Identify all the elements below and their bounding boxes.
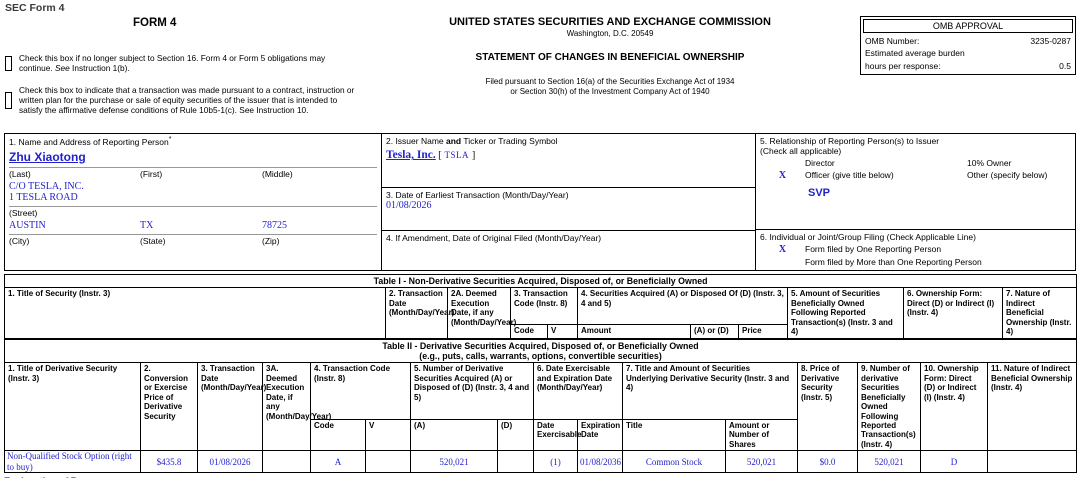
table2-title: Table II - Derivative Securities Acquired, Disposed of, or Beneficially Owned (e.g., puts, calls, warrants, options, convertible securities) — [5, 339, 1077, 363]
section4-label: 4. If Amendment, Date of Original Filed (Month/Day/Year) — [386, 233, 602, 243]
t2-sub-d: (D) — [498, 419, 534, 450]
director-label: Director — [805, 158, 835, 168]
t2-col-number-owned: 9. Number of derivative Securities Beneficially Owned Following Reported Transaction(s) (Instr. 4) — [858, 363, 921, 451]
footnote1-link[interactable]: (1) — [534, 451, 578, 473]
cell-v — [366, 451, 411, 473]
cell-conversion-price: $435.8 — [141, 451, 198, 473]
section16-exempt-checkbox[interactable] — [5, 56, 12, 71]
cell-disposed — [498, 451, 534, 473]
omb-burden-label2: hours per response: — [865, 60, 941, 71]
ten-percent-owner-label: 10% Owner — [967, 158, 1012, 168]
rule10b5-1-checkbox[interactable] — [5, 92, 12, 109]
t2-col-nature-indirect: 11. Nature of Indirect Beneficial Ownership (Instr. 4) — [988, 363, 1077, 451]
t1-col-transaction-code: 3. Transaction Code (Instr. 8) — [511, 288, 578, 324]
t1-col-amount-owned: 5. Amount of Securities Beneficially Owned Following Reported Transaction(s) (Instr. 3 and 4) — [788, 288, 904, 338]
reporting-person-link[interactable]: Zhu Xiaotong — [9, 149, 86, 164]
t1-sub-v: V — [548, 324, 578, 338]
section1-label: 1. Name and Address of Reporting Person* — [9, 136, 172, 147]
t1-col-ownership-form: 6. Ownership Form: Direct (D) or Indirect (I) (Instr. 4) — [904, 288, 1003, 338]
t2-col-conversion-price: 2. Conversion or Exercise Price of Derivative Security — [141, 363, 198, 451]
state-label: (State) — [140, 235, 166, 246]
section2-issuer — [382, 134, 755, 188]
officer-label: Officer (give title below) — [805, 170, 894, 180]
divider — [9, 206, 377, 207]
other-label: Other (specify below) — [967, 170, 1048, 180]
ticker-symbol: [ TSLA ] — [438, 149, 476, 161]
omb-burden-label1: Estimated average burden — [865, 48, 965, 59]
middle-label: (Middle) — [262, 168, 293, 179]
t2-col-transaction-date: 3. Transaction Date (Month/Day/Year) — [198, 363, 263, 451]
pursuant-line2: or Section 30(h) of the Investment Company Act of 1940 — [510, 87, 710, 97]
table1-non-derivative — [4, 274, 1077, 339]
t1-sub-amount: Amount — [578, 324, 691, 338]
table1-title: Table I - Non-Derivative Securities Acquired, Disposed of, or Beneficially Owned — [5, 275, 1077, 288]
officer-title-value: SVP — [808, 187, 831, 199]
cell-nature-indirect — [988, 451, 1077, 473]
section1-name-address — [5, 134, 382, 270]
divider — [9, 234, 377, 235]
t2-sub-date-exercisable: Date Exercisable — [534, 419, 578, 450]
cell-ownership-form: D — [921, 451, 988, 473]
last-label: (Last) — [9, 168, 31, 179]
section4-amendment — [382, 231, 755, 270]
earliest-transaction-date: 01/08/2026 — [386, 200, 432, 211]
address-line2: 1 TESLA ROAD — [9, 191, 78, 203]
t2-col-date-exercisable-expiration: 6. Date Exercisable and Expiration Date (Month/Day/Year) — [534, 363, 623, 420]
cell-code: A — [311, 451, 366, 473]
cell-acquired: 520,021 — [411, 451, 498, 473]
t2-sub-v: V — [366, 419, 411, 450]
omb-number-label: OMB Number: — [865, 36, 920, 46]
section16-exempt-label: Check this box if no longer subject to Section 16. Form 4 or Form 5 obligations may continue. See Instruction 1(b). — [19, 53, 326, 74]
t2-col-title-derivative: 1. Title of Derivative Security (Instr. 3) — [5, 363, 141, 451]
reporting-form-grid — [4, 133, 1076, 271]
zip-value: 78725 — [262, 219, 287, 231]
asterisk: * — [168, 136, 172, 143]
t2-sub-title: Title — [623, 419, 726, 450]
t1-sub-code: Code — [511, 324, 548, 338]
street-label: (Street) — [9, 207, 38, 218]
t2-sub-a: (A) — [411, 419, 498, 450]
cell-underlying-shares: 520,021 — [726, 451, 798, 473]
rule10b5-1-label: Check this box to indicate that a transaction was made pursuant to a contract, instruction or written plan for the purchase or sale of equity securities of the issuer that is intended to satisfy the affirmative defense conditions of Rule 10b5-1(c). See Instruction 10. — [19, 84, 355, 116]
section5-label1: 5. Relationship of Reporting Person(s) to Issuer — [760, 136, 940, 146]
omb-approval-box — [860, 16, 1076, 75]
t2-col-underlying-securities: 7. Title and Amount of Securities Underlying Derivative Security (Instr. 3 and 4) — [623, 363, 798, 420]
officer-mark: X — [778, 170, 787, 181]
relationship-column — [756, 134, 1075, 270]
t1-sub-price: Price — [739, 324, 788, 338]
state-value: TX — [140, 219, 154, 231]
t2-col-number-derivative: 5. Number of Derivative Securities Acquired (A) or Disposed of (D) (Instr. 3, 4 and 5) — [411, 363, 534, 420]
t2-col-transaction-code: 4. Transaction Code (Instr. 8) — [311, 363, 411, 420]
cell-expiration-date: 01/08/2036 — [578, 451, 623, 473]
zip-label: (Zip) — [262, 235, 280, 246]
section6-filing-type — [756, 230, 1075, 270]
city-label: (City) — [9, 235, 30, 246]
commission-title: UNITED STATES SECURITIES AND EXCHANGE COMMISSION — [449, 16, 771, 28]
t2-col-ownership-form: 10. Ownership Form: Direct (D) or Indirect (I) (Instr. 4) — [921, 363, 988, 451]
address-line1: C/O TESLA, INC. — [9, 180, 84, 192]
section5-relationship — [756, 134, 1075, 230]
cell-transaction-date: 01/08/2026 — [198, 451, 263, 473]
section3-label: 3. Date of Earliest Transaction (Month/Day/Year) — [386, 190, 569, 200]
t1-col-deemed-date: 2A. Deemed Execution Date, if any (Month/Day/Year) — [448, 288, 511, 338]
cell-owned-following: 520,021 — [858, 451, 921, 473]
table2-data-row — [5, 451, 1077, 473]
t2-sub-code: Code — [311, 419, 366, 450]
form-title: FORM 4 — [133, 17, 177, 29]
pursuant-line1: Filed pursuant to Section 16(a) of the Securities Exchange Act of 1934 — [485, 77, 735, 86]
issuer-link[interactable]: Tesla, Inc. — [386, 149, 436, 161]
t2-col-price-derivative: 8. Price of Derivative Security (Instr. 5) — [798, 363, 858, 451]
omb-burden-value: 0.5 — [1059, 60, 1071, 71]
page-title: SEC Form 4 — [5, 2, 65, 14]
cell-deemed-date — [263, 451, 311, 473]
t2-col-deemed-date: 3A. Deemed Execution Date, if any (Month/Day/Year) — [263, 363, 311, 451]
section2-label: 2. Issuer Name and Ticker or Trading Symbol — [386, 136, 558, 146]
one-person-mark: X — [778, 244, 787, 255]
omb-title: OMB APPROVAL — [863, 19, 1073, 33]
t2-sub-expiration: Expiration Date — [578, 419, 623, 450]
header-checkboxes — [5, 53, 357, 127]
t1-col-securities-acquired: 4. Securities Acquired (A) or Disposed Of (D) (Instr. 3, 4 and 5) — [578, 288, 788, 324]
section5-label2: (Check all applicable) — [760, 146, 842, 156]
section6-label: 6. Individual or Joint/Group Filing (Check Applicable Line) — [760, 232, 976, 242]
omb-number-value: 3235-0287 — [1030, 36, 1071, 46]
commission-header — [320, 16, 900, 98]
t1-col-transaction-date: 2. Transaction Date (Month/Day/Year) — [386, 288, 448, 338]
cell-derivative-title: Non-Qualified Stock Option (right to buy) — [5, 451, 141, 473]
issuer-column — [382, 134, 756, 270]
t1-col-nature-indirect: 7. Nature of Indirect Beneficial Ownership (Instr. 4) — [1003, 288, 1077, 338]
table2-derivative — [4, 339, 1077, 474]
one-person-label: Form filed by One Reporting Person — [805, 244, 942, 254]
t1-sub-aord: (A) or (D) — [691, 324, 739, 338]
director-mark — [760, 158, 805, 168]
pursuant-text — [320, 77, 900, 98]
city-value: AUSTIN — [9, 219, 46, 231]
more-person-label: Form filed by More than One Reporting Person — [805, 257, 982, 267]
cell-underlying-title: Common Stock — [623, 451, 726, 473]
t1-col-title-of-security: 1. Title of Security (Instr. 3) — [5, 288, 386, 338]
t2-sub-shares: Amount or Number of Shares — [726, 419, 798, 450]
section3-earliest-transaction — [382, 188, 755, 231]
more-person-mark — [760, 257, 805, 267]
commission-location: Washington, D.C. 20549 — [566, 29, 654, 38]
cell-derivative-price: $0.0 — [798, 451, 858, 473]
divider — [9, 167, 377, 168]
first-label: (First) — [140, 168, 163, 179]
statement-title: STATEMENT OF CHANGES IN BENEFICIAL OWNERSHIP — [475, 52, 745, 63]
